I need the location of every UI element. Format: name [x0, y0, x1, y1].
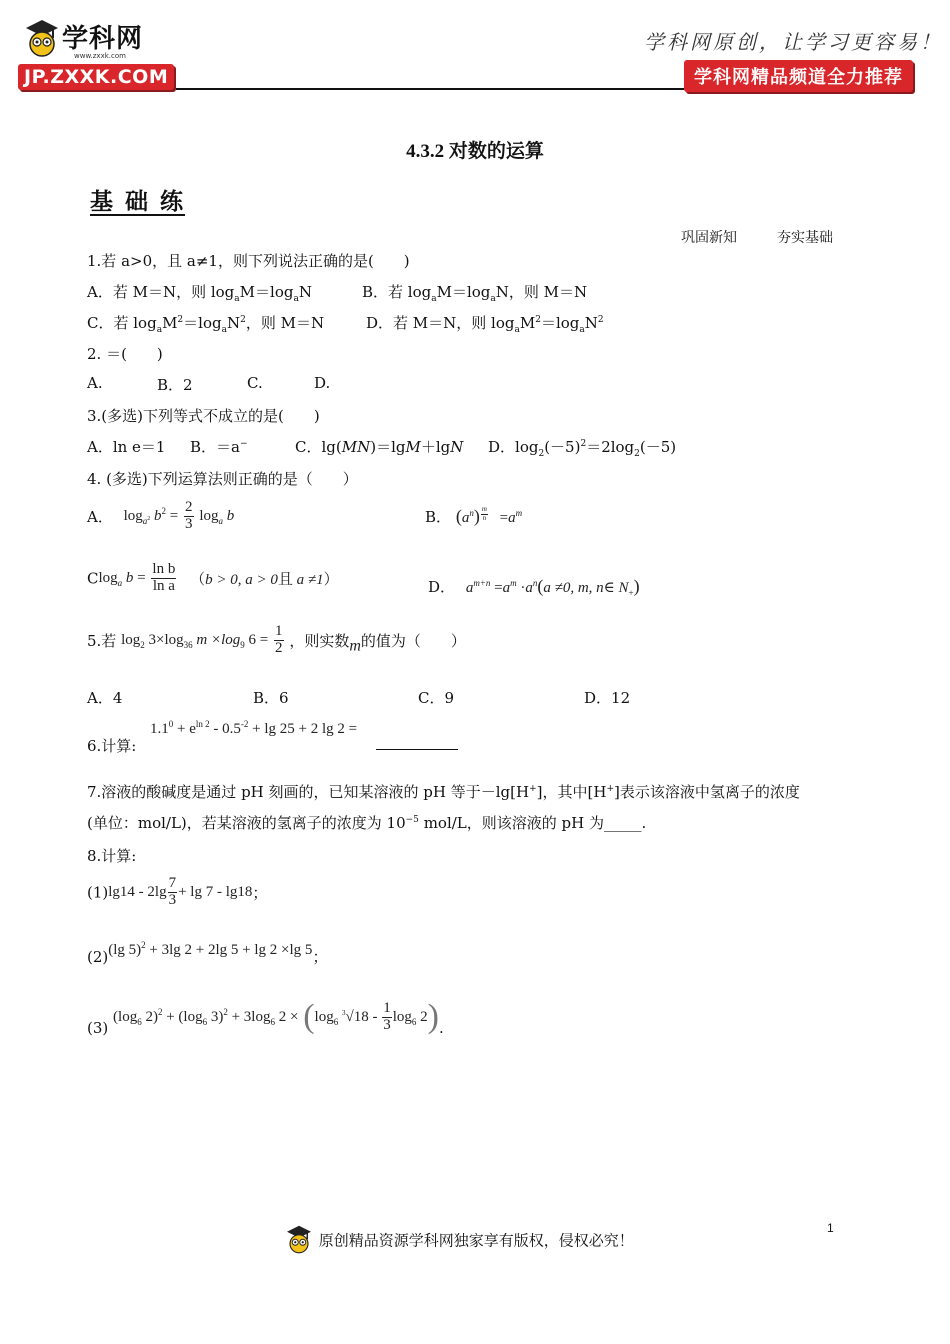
tagline-2: 夯实基础 — [777, 230, 833, 246]
q1-stem: 1.若 a>0，且 a≠1，则下列说法正确的是( ) — [87, 252, 410, 270]
q7-line-2: (单位：mol/L)，若某溶液的氢离子的浓度为 $10^{-5}$ mol/L，则该溶液的 pH 为_____. — [87, 814, 647, 832]
header-logo — [18, 16, 183, 96]
page-title: 4.3.2 对数的运算 — [406, 141, 544, 162]
q7-line-1: 7.溶液的酸碱度是通过 pH 刻画的，已知某溶液的 pH 等于－lg[H+]，其中[H+]表示该溶液中氢离子的浓度 — [87, 783, 800, 801]
q2-option-b: B．2 — [157, 376, 193, 394]
q8-part-1: (1)lg14 - 2lg $\frac{7}{3}$ + lg 7 - lg18； — [87, 875, 268, 908]
q5-option-a: A．4 — [87, 689, 123, 707]
q6-expression: $1.1^0 + e^{ln 2} - 0.5^{-2} + \lg 25 + 2$ lg 2 = — [150, 719, 358, 737]
q1-option-b: B．若 $\log_aM=\log_aN$，则 M＝N — [362, 283, 588, 304]
header-slogan: 学科网原创，让学习更容易！ — [644, 30, 943, 54]
q2-option-d: D. — [314, 374, 331, 392]
q3-stem: 3.(多选)下列等式不成立的是( ) — [87, 407, 320, 425]
section-heading: 基 础 练 — [90, 189, 186, 215]
q5-stem: 5.若 $\log_2 3\times\log_{36}$ $m \times\log_9$ 6 = $\frac{1}{2}$ ，则实数m的值为（ ） — [87, 623, 466, 656]
q2-stem: 2. ＝( ) — [87, 345, 163, 363]
q5-option-d: D．12 — [584, 689, 631, 707]
q2-option-c: C. — [247, 374, 263, 392]
mascot-icon — [22, 18, 62, 60]
q8-stem: 8.计算: — [87, 847, 137, 865]
q3-option-b: B．＝a− — [190, 438, 248, 456]
q3-option-a: A．ln e＝1 — [87, 438, 166, 456]
mascot-icon — [284, 1221, 314, 1259]
tagline-1: 巩固新知 — [681, 230, 737, 246]
q6-answer-blank[interactable] — [376, 748, 458, 750]
q3-option-d: D．$\log_2(-5)^2=2\log_2(-5)$ — [488, 438, 677, 459]
q4-option-a: A． $\log_{a^2} b^2$ = $\frac{2}{3}$ $\log_a b$ — [87, 499, 235, 532]
q1-option-d: D．若 M＝N，则 $\log_aM^2=\log_aN^2$ — [366, 314, 604, 335]
q3-option-c: C．lg(MN)＝lgM＋lgN — [295, 438, 464, 456]
recommend-banner: 学科网精品频道全力推荐 — [684, 60, 913, 92]
q6-label: 6.计算: — [87, 737, 137, 755]
logo-bar: JP.ZXXK.COM — [18, 64, 174, 90]
q1-option-c: C．若 $\log_aM^2=\log_aN^2$，则 M＝N — [87, 314, 325, 335]
q2-option-a: A. — [87, 374, 103, 392]
footer-copyright: 原创精品资源学科网独家享有版权，侵权必究！ — [284, 1221, 634, 1259]
q8-part-2: (2)(lg 5)$^2$ + 3lg 2 + 2lg 5 + lg 2 ×lg 5； — [87, 940, 328, 966]
q4-option-b: B． $(a^n)$ $^{\frac{m}{n}}$ $=a^m$ — [425, 505, 523, 526]
q8-part-3: (3) ($\log_6$ $2)^2 + (\log_6$ $3)^2 + 3\log_6$ $2 \times (\log_6$ $^3$√18 - $\frac{1}{3}$ $\log_6 2$). — [87, 998, 444, 1037]
logo-text: 学科网 — [62, 24, 144, 54]
q4-option-d: D． $a^{m+n} =a^m \cdot a^n(a \ne 0$, m, n∈ $N_+$) — [428, 576, 640, 598]
q1-option-a: A．若 M＝N，则 $\log_aM=\log_aN$ — [87, 283, 312, 304]
q5-option-c: C．9 — [418, 689, 455, 707]
q4-stem: 4. (多选)下列运算法则正确的是（ ） — [87, 470, 358, 488]
q4-option-c: Clog$_a$ b = $\frac{\text{ln b}}{\text{ln a}}$ （b > 0, a > 0且 a ≠1） — [87, 561, 339, 594]
header-rule — [176, 88, 684, 90]
page-number: 1 — [827, 1221, 834, 1235]
logo-url: www.zxxk.com — [74, 52, 126, 60]
q5-option-b: B．6 — [253, 689, 289, 707]
